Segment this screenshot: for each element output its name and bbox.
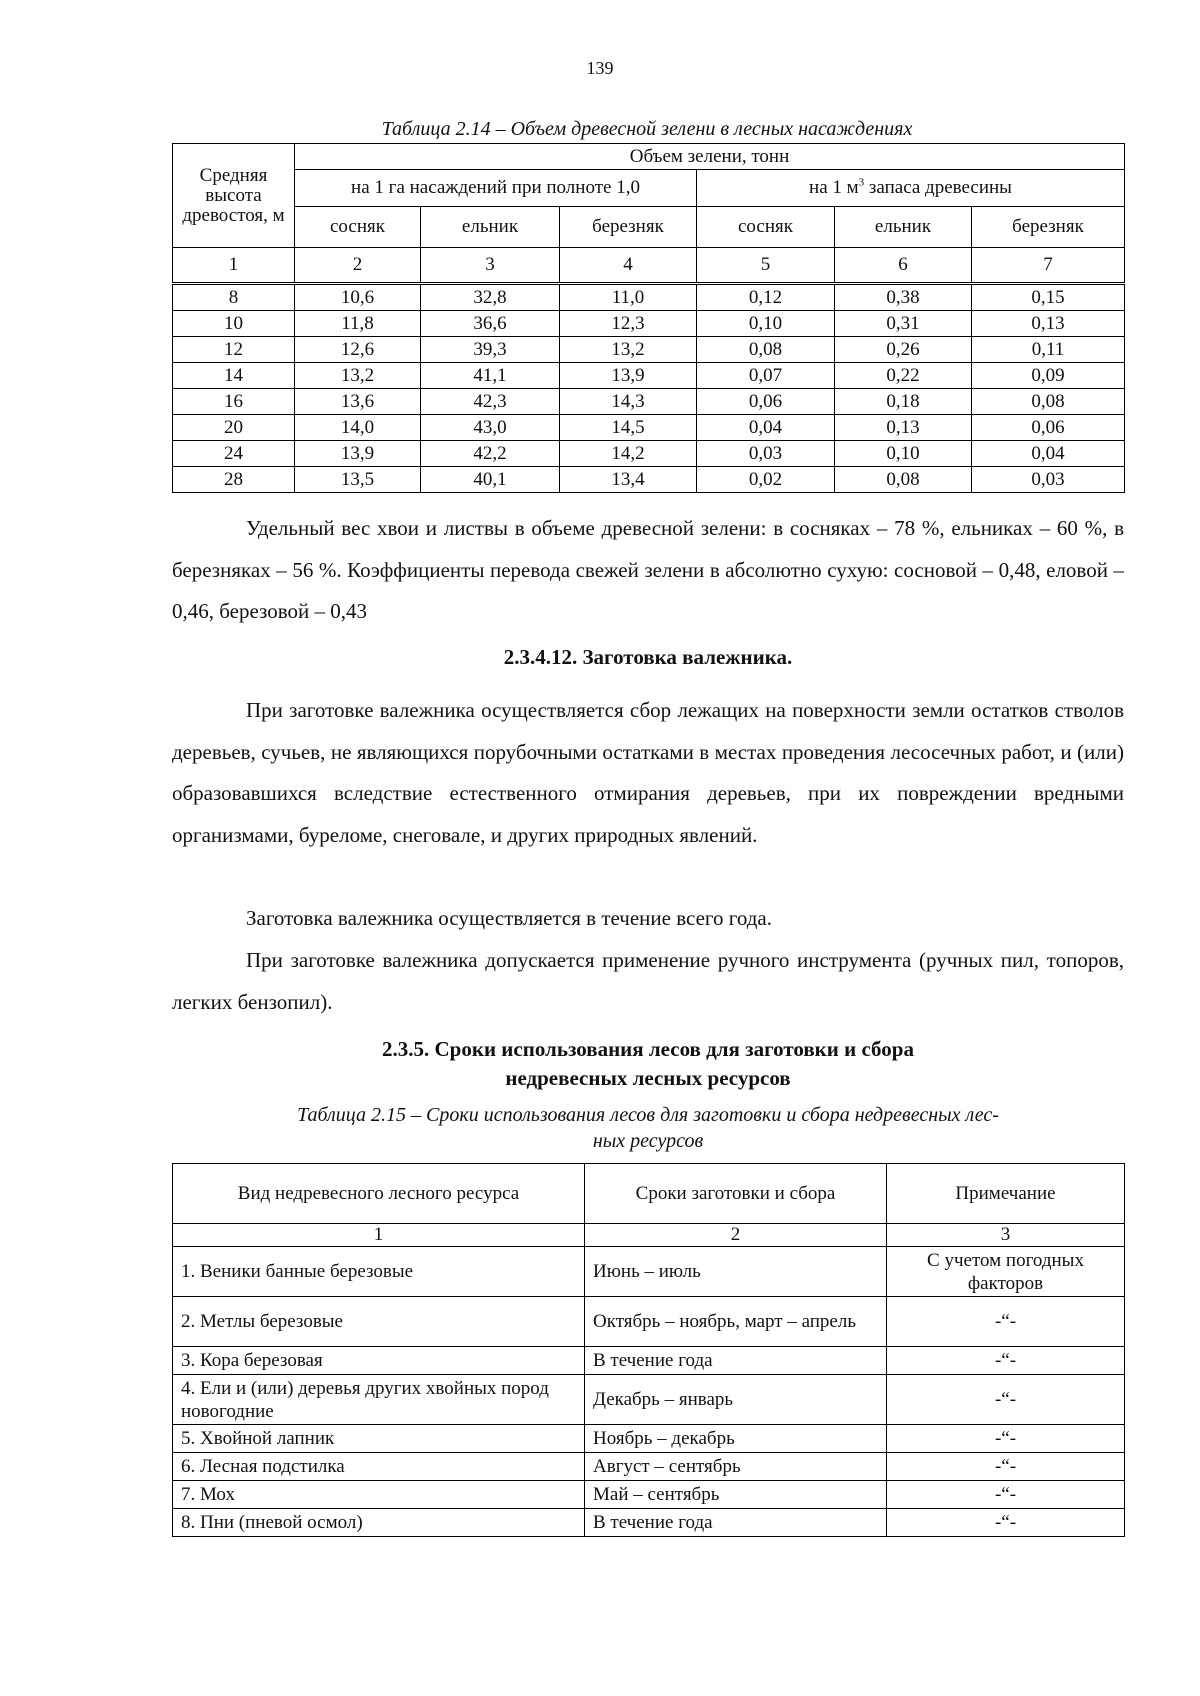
table-cell: 0,38 (835, 284, 972, 311)
table-cell: 11,8 (295, 311, 421, 337)
table-cell: 0,03 (972, 467, 1125, 493)
header-species: березняк (560, 207, 697, 248)
table-cell: 13,2 (560, 337, 697, 363)
harvest-period-cell: Август – сентябрь (585, 1453, 887, 1481)
table-cell: 14,5 (560, 415, 697, 441)
table-cell: 0,26 (835, 337, 972, 363)
table-row (173, 363, 1125, 389)
table-cell: 28 (173, 467, 295, 493)
table-cell: 0,31 (835, 311, 972, 337)
note-cell: С учетом погодных факторов (887, 1247, 1125, 1297)
header-note: Примечание (887, 1164, 1125, 1224)
paragraph-deadwood-1: При заготовке валежника осуществляется сбор лежащих на поверхности земли остатков стволов деревьев, сучьев, не являющихся порубочными остатками в местах проведения лесосечных работ, и (или) образовавшихся вследствие естественного отмирания деревьев, при их повреждении вредными организмами, буреломе, снеговале, и других природных явлений. (172, 698, 1124, 847)
resource-type-cell: 3. Кора березовая (173, 1347, 585, 1375)
table-2-15 (172, 1163, 1125, 1537)
table-cell: 0,08 (697, 337, 835, 363)
table-cell: 40,1 (421, 467, 560, 493)
table-cell: 0,02 (697, 467, 835, 493)
table-row (173, 1247, 1125, 1297)
table-cell: 32,8 (421, 284, 560, 311)
table-row (173, 1347, 1125, 1375)
table-cell: 12,6 (295, 337, 421, 363)
table-cell: 0,18 (835, 389, 972, 415)
harvest-period-cell: В течение года (585, 1347, 887, 1375)
paragraph-deadwood-2: Заготовка валежника осуществляется в течение всего года. (246, 906, 772, 930)
table-cell: 14,0 (295, 415, 421, 441)
table-row (173, 1509, 1125, 1537)
table-cell: 0,13 (835, 415, 972, 441)
table-cell: 11,0 (560, 284, 697, 311)
header-species: сосняк (697, 207, 835, 248)
table-2-14 (172, 143, 1125, 493)
harvest-period-cell: Ноябрь – декабрь (585, 1425, 887, 1453)
paragraph-deadwood-3: При заготовке валежника допускается применение ручного инструмента (ручных пил, топоров, легких бензопил). (172, 948, 1124, 1014)
header-species: березняк (972, 207, 1125, 248)
heading-line-1: 2.3.5. Сроки использования лесов для заготовки и сбора (382, 1037, 914, 1061)
table-cell: 0,04 (697, 415, 835, 441)
table-row (173, 415, 1125, 441)
resource-type-cell: 1. Веники банные березовые (173, 1247, 585, 1297)
column-number: 3 (421, 248, 560, 284)
table-cell: 14 (173, 363, 295, 389)
table-row (173, 1375, 1125, 1425)
heading-deadwood-harvesting: 2.3.4.12. Заготовка валежника. (503, 645, 793, 669)
note-cell: -“- (887, 1453, 1125, 1481)
table-cell: 0,07 (697, 363, 835, 389)
harvest-period-cell: Декабрь – январь (585, 1375, 887, 1425)
column-number: 4 (560, 248, 697, 284)
header-species: ельник (421, 207, 560, 248)
harvest-period-cell: В течение года (585, 1509, 887, 1537)
table-cell: 13,5 (295, 467, 421, 493)
table-row (173, 441, 1125, 467)
column-number: 1 (173, 1224, 585, 1247)
resource-type-cell: 5. Хвойной лапник (173, 1425, 585, 1453)
header-species: ельник (835, 207, 972, 248)
header-harvest-period: Сроки заготовки и сбора (585, 1164, 887, 1224)
table-cell: 43,0 (421, 415, 560, 441)
table-cell: 10 (173, 311, 295, 337)
table-cell: 0,04 (972, 441, 1125, 467)
table-cell: 42,2 (421, 441, 560, 467)
table-cell: 13,9 (295, 441, 421, 467)
table-cell: 0,15 (972, 284, 1125, 311)
table-cell: 0,11 (972, 337, 1125, 363)
harvest-period-cell: Май – сентябрь (585, 1481, 887, 1509)
table-row (173, 1481, 1125, 1509)
header-greenery-volume: Объем зелени, тонн (295, 144, 1125, 170)
table-row (173, 284, 1125, 311)
heading-line-2: недревесных лесных ресурсов (505, 1066, 791, 1090)
column-number: 5 (697, 248, 835, 284)
table-cell: 42,3 (421, 389, 560, 415)
header-per-hectare: на 1 га насаждений при полноте 1,0 (295, 170, 697, 207)
column-number: 6 (835, 248, 972, 284)
harvest-period-cell: Июнь – июль (585, 1247, 887, 1297)
table-cell: 10,6 (295, 284, 421, 311)
header-average-height: Средняя высота древостоя, м (173, 144, 295, 248)
table-2-15-caption: Таблица 2.15 – Сроки использования лесов для заготовки и сбора недревесных лес- ных ресурсов (297, 1104, 999, 1152)
table-cell: 12 (173, 337, 295, 363)
table-cell: 0,12 (697, 284, 835, 311)
page-number: 139 (586, 58, 614, 78)
note-cell: -“- (887, 1481, 1125, 1509)
resource-type-cell: 6. Лесная подстилка (173, 1453, 585, 1481)
table-cell: 41,1 (421, 363, 560, 389)
heading-non-timber-resources (172, 1035, 1124, 1093)
table-row (173, 1425, 1125, 1453)
column-number: 7 (972, 248, 1125, 284)
column-number: 2 (295, 248, 421, 284)
note-cell: -“- (887, 1375, 1125, 1425)
table-row (173, 311, 1125, 337)
table-cell: 0,06 (972, 415, 1125, 441)
table-cell: 12,3 (560, 311, 697, 337)
table-cell: 8 (173, 284, 295, 311)
table-cell: 0,10 (697, 311, 835, 337)
note-cell: -“- (887, 1347, 1125, 1375)
table-cell: 0,08 (972, 389, 1125, 415)
table-cell: 0,13 (972, 311, 1125, 337)
table-row (173, 1453, 1125, 1481)
table-cell: 24 (173, 441, 295, 467)
table-cell: 13,2 (295, 363, 421, 389)
resource-type-cell: 4. Ели и (или) деревья других хвойных пород новогодние (173, 1375, 585, 1425)
table-cell: 0,22 (835, 363, 972, 389)
resource-type-cell: 7. Мох (173, 1481, 585, 1509)
resource-type-cell: 2. Метлы березовые (173, 1297, 585, 1347)
table-cell: 39,3 (421, 337, 560, 363)
table-row (173, 337, 1125, 363)
header-resource-type: Вид недревесного лесного ресурса (173, 1164, 585, 1224)
resource-type-cell: 8. Пни (пневой осмол) (173, 1509, 585, 1537)
table-row (173, 389, 1125, 415)
table-cell: 0,09 (972, 363, 1125, 389)
table-row (173, 1297, 1125, 1347)
table-cell: 13,6 (295, 389, 421, 415)
column-number: 1 (173, 248, 295, 284)
note-cell: -“- (887, 1297, 1125, 1347)
table-cell: 20 (173, 415, 295, 441)
note-cell: -“- (887, 1509, 1125, 1537)
table-cell: 0,06 (697, 389, 835, 415)
table-row (173, 467, 1125, 493)
column-number: 3 (887, 1224, 1125, 1247)
table-cell: 16 (173, 389, 295, 415)
table-cell: 14,3 (560, 389, 697, 415)
paragraph-specific-weight: Удельный вес хвои и листвы в объеме древесной зелени: в сосняках – 78 %, ельниках – 60 %, в березняках – 56 %. Коэффициенты перевода свежей зелени в абсолютно сухую: сосновой – 0,48, еловой – 0,46, березовой – 0,43 (172, 516, 1124, 623)
table-cell: 13,9 (560, 363, 697, 389)
table-2-14-caption: Таблица 2.14 – Объем древесной зелени в лесных насаждениях (381, 118, 913, 140)
header-per-cubic-meter: на 1 $м^3$ запаса древесины (697, 170, 1125, 207)
column-number: 2 (585, 1224, 887, 1247)
table-cell: 0,03 (697, 441, 835, 467)
table-cell: 14,2 (560, 441, 697, 467)
table-cell: 0,10 (835, 441, 972, 467)
table-cell: 0,08 (835, 467, 972, 493)
harvest-period-cell: Октябрь – ноябрь, март – апрель (585, 1297, 887, 1347)
table-cell: 36,6 (421, 311, 560, 337)
table-cell: 13,4 (560, 467, 697, 493)
header-species: сосняк (295, 207, 421, 248)
note-cell: -“- (887, 1425, 1125, 1453)
